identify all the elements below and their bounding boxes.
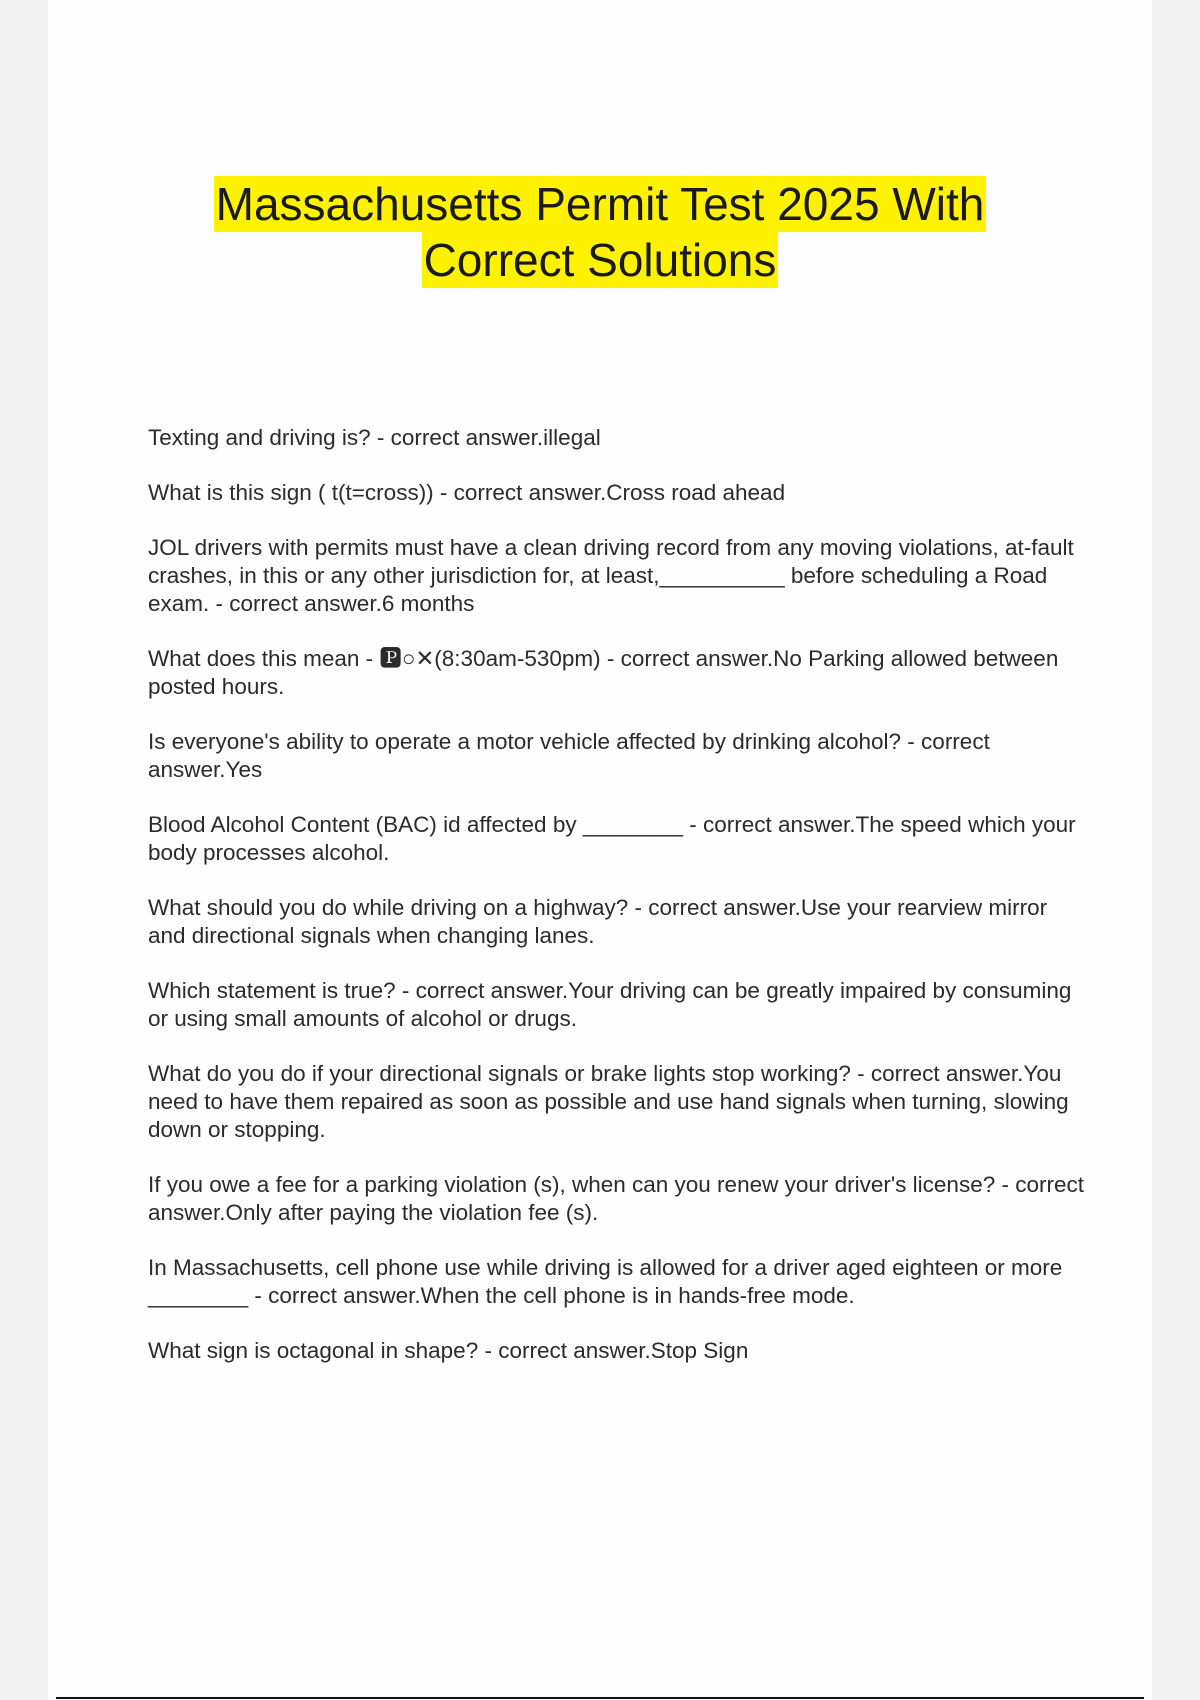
qa-item: In Massachusetts, cell phone use while driving is allowed for a driver aged eighteen or more ________ - correct answer.When the cell phone is in hands-free mode. — [148, 1255, 1063, 1308]
qa-item: Which statement is true? - correct answer.Your driving can be greatly impaired by consuming or using small amounts of alcohol or drugs. — [148, 978, 1072, 1031]
qa-item: Is everyone's ability to operate a motor vehicle affected by drinking alcohol? - correct answer.Yes — [148, 729, 990, 782]
title-line-1: Massachusetts Permit Test 2025 With — [215, 178, 985, 230]
document-title — [0, 176, 1200, 288]
qa-list — [148, 424, 1088, 1392]
qa-item: What is this sign ( t(t=cross)) - correct answer.Cross road ahead — [148, 480, 786, 505]
qa-item: What should you do while driving on a highway? - correct answer.Use your rearview mirror and directional signals when changing lanes. — [148, 895, 1048, 948]
qa-item: Texting and driving is? - correct answer.illegal — [148, 425, 601, 450]
qa-item: Blood Alcohol Content (BAC) id affected by ________ - correct answer.The speed which your body processes alcohol. — [148, 812, 1076, 865]
title-line-2: Correct Solutions — [423, 234, 777, 286]
qa-item: What does this mean - 🅿○✕(8:30am-530pm) - correct answer.No Parking allowed between posted hours. — [148, 646, 1059, 699]
qa-item: JOL drivers with permits must have a clean driving record from any moving violations, at-fault crashes, in this or any other jurisdiction for, at least,__________ before scheduling a Road exam. - correct answer.6 months — [148, 535, 1074, 616]
qa-item: What sign is octagonal in shape? - correct answer.Stop Sign — [148, 1338, 749, 1363]
bottom-rule — [56, 1697, 1144, 1699]
qa-item: If you owe a fee for a parking violation (s), when can you renew your driver's license? - correct answer.Only after paying the violation fee (s). — [148, 1172, 1084, 1225]
qa-item: What do you do if your directional signals or brake lights stop working? - correct answer.You need to have them repaired as soon as possible and use hand signals when turning, slowing down or stopping. — [148, 1061, 1069, 1142]
